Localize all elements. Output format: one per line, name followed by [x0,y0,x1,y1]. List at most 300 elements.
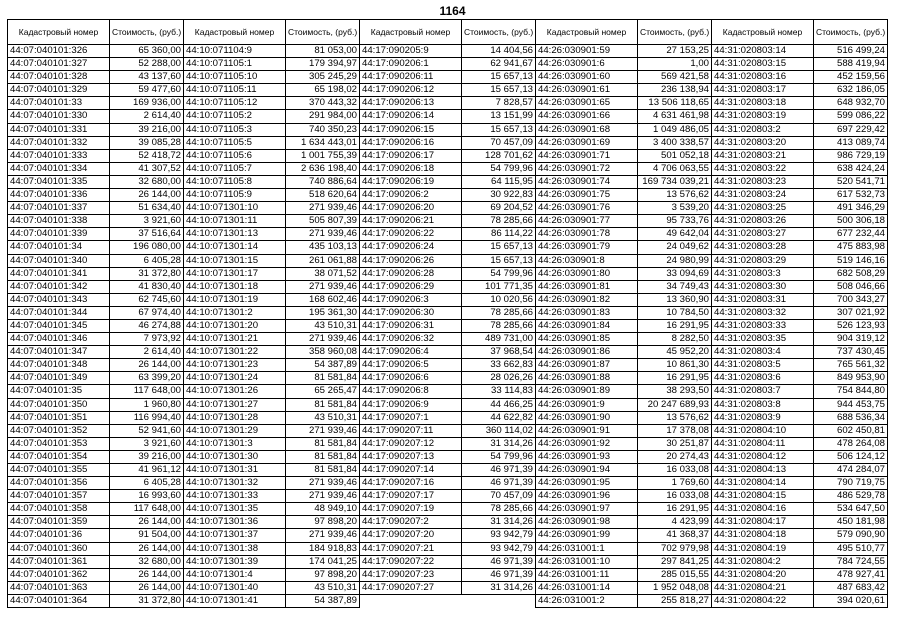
cadastral-number-cell: 44:26:030901:6 [536,58,638,71]
table-row [536,110,712,123]
cadastral-number-cell: 44:31:020804:15 [712,490,814,503]
cadastral-number-cell: 44:07:040101:335 [8,175,110,188]
cost-cell: 1 049 486,05 [638,123,712,136]
table-row [184,359,360,372]
cost-cell: 4 423,99 [638,516,712,529]
cost-cell: 41 307,52 [110,162,184,175]
cadastral-number-cell: 44:07:040101:332 [8,136,110,149]
cadastral-number-cell: 44:31:020803:21 [712,149,814,162]
cadastral-number-cell: 44:26:030901:89 [536,385,638,398]
cost-table-1 [7,19,184,608]
cost-cell: 579 090,90 [814,529,888,542]
cost-cell: 63 399,20 [110,372,184,385]
cost-cell: 13 576,62 [638,189,712,202]
cost-cell: 70 457,09 [462,136,536,149]
cadastral-number-cell: 44:31:020803:14 [712,45,814,58]
cadastral-number-cell: 44:26:030901:69 [536,136,638,149]
cadastral-number-cell: 44:31:020803:18 [712,97,814,110]
table-row [536,84,712,97]
cost-cell: 16 033,08 [638,464,712,477]
table-row [536,503,712,516]
cost-cell: 168 602,46 [286,293,360,306]
cost-cell: 169 936,00 [110,97,184,110]
table-row [184,464,360,477]
cadastral-number-cell: 44:10:071301:40 [184,581,286,594]
cost-cell: 450 181,98 [814,516,888,529]
table-row [360,319,536,332]
cost-cell: 37 516,64 [110,228,184,241]
cadastral-number-cell: 44:26:030901:68 [536,123,638,136]
table-row [712,398,888,411]
cadastral-number-cell: 44:17:090206:28 [360,267,462,280]
table-row [712,372,888,385]
cadastral-number-cell: 44:10:071301:4 [184,568,286,581]
header-cadastral-number: Кадастровый номер [360,20,462,45]
cost-cell: 31 314,26 [462,516,536,529]
cost-cell: 45 952,20 [638,346,712,359]
cadastral-number-cell: 44:31:020803:3 [712,267,814,280]
cadastral-number-cell: 44:31:020804:18 [712,529,814,542]
table-row [712,464,888,477]
cost-cell: 588 419,94 [814,58,888,71]
cost-cell: 46 971,39 [462,477,536,490]
cadastral-number-cell: 44:07:040101:334 [8,162,110,175]
cadastral-number-cell: 44:31:020804:13 [712,464,814,477]
cadastral-number-cell: 44:07:040101:338 [8,215,110,228]
cadastral-number-cell: 44:10:071105:3 [184,123,286,136]
cost-cell: 2 614,40 [110,110,184,123]
table-row [360,71,536,84]
cadastral-number-cell: 44:10:071301:15 [184,254,286,267]
cadastral-number-cell: 44:07:040101:347 [8,346,110,359]
table-row [184,45,360,58]
table-row [712,97,888,110]
cadastral-number-cell: 44:10:071105:11 [184,84,286,97]
table-row [8,45,184,58]
cost-cell: 394 020,61 [814,594,888,607]
table-row [8,110,184,123]
cost-cell: 70 457,09 [462,490,536,503]
table-row [8,333,184,346]
table-row [360,162,536,175]
table-row [184,437,360,450]
cost-cell: 52 941,60 [110,424,184,437]
table-row [184,306,360,319]
cost-cell: 271 939,46 [286,477,360,490]
cost-cell: 26 144,00 [110,581,184,594]
cost-cell: 15 657,13 [462,84,536,97]
cadastral-number-cell: 44:07:040101:344 [8,306,110,319]
cost-cell: 54 799,96 [462,267,536,280]
table-row [8,568,184,581]
cadastral-number-cell: 44:07:040101:348 [8,359,110,372]
cost-cell: 52 288,00 [110,58,184,71]
cost-cell: 505 807,39 [286,215,360,228]
cost-cell: 16 291,95 [638,319,712,332]
cadastral-number-cell: 44:31:020804:2 [712,555,814,568]
table-row [184,581,360,594]
cost-cell: 13 576,62 [638,411,712,424]
cost-cell: 491 346,29 [814,202,888,215]
cost-cell: 10 784,50 [638,306,712,319]
table-row [360,542,536,555]
cadastral-number-cell: 44:31:020803:5 [712,359,814,372]
cadastral-number-cell: 44:07:040101:34 [8,241,110,254]
cost-cell: 2 636 198,40 [286,162,360,175]
table-row [360,385,536,398]
cost-cell: 38 293,50 [638,385,712,398]
cadastral-number-cell: 44:07:040101:339 [8,228,110,241]
cost-cell: 16 291,95 [638,503,712,516]
cost-cell: 39 085,28 [110,136,184,149]
table-row [184,490,360,503]
cadastral-number-cell: 44:17:090206:12 [360,84,462,97]
cadastral-number-cell: 44:07:040101:340 [8,254,110,267]
cost-cell: 501 052,18 [638,149,712,162]
cost-cell: 3 921,60 [110,215,184,228]
cadastral-number-cell: 44:26:030901:65 [536,97,638,110]
cadastral-number-cell: 44:31:020804:17 [712,516,814,529]
cadastral-number-cell: 44:31:020803:29 [712,254,814,267]
cadastral-number-cell: 44:26:031001:11 [536,568,638,581]
cost-cell: 37 968,54 [462,346,536,359]
cadastral-number-cell: 44:17:090207:21 [360,542,462,555]
cost-cell: 44 466,25 [462,398,536,411]
header-cadastral-number: Кадастровый номер [536,20,638,45]
cost-cell: 297 841,25 [638,555,712,568]
cadastral-number-cell: 44:26:030901:9 [536,398,638,411]
table-row [184,529,360,542]
cadastral-number-cell: 44:07:040101:356 [8,477,110,490]
cost-cell: 46 274,88 [110,319,184,332]
cadastral-number-cell: 44:26:030901:77 [536,215,638,228]
table-row [184,241,360,254]
table-row [536,136,712,149]
cadastral-number-cell: 44:31:020804:11 [712,437,814,450]
cost-cell: 271 939,46 [286,280,360,293]
cadastral-number-cell: 44:26:030901:72 [536,162,638,175]
table-row [536,280,712,293]
cost-cell: 78 285,66 [462,215,536,228]
cadastral-number-cell: 44:17:090206:22 [360,228,462,241]
cost-cell: 632 186,05 [814,84,888,97]
table-row [184,516,360,529]
cadastral-number-cell: 44:10:071301:29 [184,424,286,437]
table-row [360,581,536,594]
cadastral-number-cell: 44:31:020803:27 [712,228,814,241]
table-row [184,84,360,97]
cadastral-number-cell: 44:17:090206:24 [360,241,462,254]
cost-cell: 78 285,66 [462,319,536,332]
cost-cell: 179 394,97 [286,58,360,71]
cost-cell: 697 229,42 [814,123,888,136]
table-row [8,280,184,293]
cadastral-number-cell: 44:17:090207:11 [360,424,462,437]
cost-cell: 291 984,00 [286,110,360,123]
cost-cell: 740 886,64 [286,175,360,188]
cost-cell: 3 921,60 [110,437,184,450]
cost-cell: 28 026,26 [462,372,536,385]
table-row [360,58,536,71]
cadastral-number-cell: 44:07:040101:337 [8,202,110,215]
table-row [184,97,360,110]
cost-cell: 495 510,77 [814,542,888,555]
cost-cell: 128 701,62 [462,149,536,162]
cost-cell: 14 404,56 [462,45,536,58]
table-row [360,529,536,542]
table-row [536,359,712,372]
cadastral-number-cell: 44:31:020804:16 [712,503,814,516]
table-row [536,215,712,228]
table-row [536,581,712,594]
table-row [712,267,888,280]
cost-cell: 16 291,95 [638,372,712,385]
cadastral-number-cell: 44:10:071105:8 [184,175,286,188]
cadastral-number-cell: 44:07:040101:352 [8,424,110,437]
cost-cell: 1,00 [638,58,712,71]
cost-cell: 518 620,64 [286,189,360,202]
table-row [184,319,360,332]
table-row [360,110,536,123]
cost-cell: 478 264,08 [814,437,888,450]
table-row [8,385,184,398]
cadastral-number-cell: 44:07:040101:329 [8,84,110,97]
table-row [360,241,536,254]
table-row [8,136,184,149]
cost-cell: 46 971,39 [462,464,536,477]
cost-cell: 3 539,20 [638,202,712,215]
table-row [712,215,888,228]
table-row [8,594,184,607]
cadastral-number-cell: 44:26:030901:74 [536,175,638,188]
cadastral-number-cell: 44:17:090206:17 [360,149,462,162]
table-row [536,594,712,607]
cost-cell: 682 508,29 [814,267,888,280]
table-row [360,372,536,385]
table-row [8,437,184,450]
table-row [184,202,360,215]
table-row [712,568,888,581]
cost-cell: 78 285,66 [462,306,536,319]
table-row [536,464,712,477]
cost-cell: 81 581,84 [286,464,360,477]
table-row [536,346,712,359]
table-row [712,136,888,149]
cost-cell: 65 265,47 [286,385,360,398]
cost-cell: 13 151,99 [462,110,536,123]
cost-cell: 26 144,00 [110,189,184,202]
table-row [536,516,712,529]
cost-cell: 32 680,00 [110,175,184,188]
table-row [184,123,360,136]
table-row [8,490,184,503]
cadastral-number-cell: 44:17:090207:23 [360,568,462,581]
table-row [184,254,360,267]
table-row [184,162,360,175]
cadastral-number-cell: 44:10:071301:22 [184,346,286,359]
table-row [712,333,888,346]
cadastral-number-cell: 44:26:030901:61 [536,84,638,97]
cost-cell: 15 657,13 [462,254,536,267]
header-cadastral-number: Кадастровый номер [184,20,286,45]
cadastral-number-cell: 44:26:030901:80 [536,267,638,280]
table-row [360,215,536,228]
table-row [360,228,536,241]
table-row [8,477,184,490]
cost-cell: 81 053,00 [286,45,360,58]
cost-cell: 174 041,25 [286,555,360,568]
table-row [536,555,712,568]
table-row [536,254,712,267]
table-row [184,555,360,568]
cost-cell: 43 137,60 [110,71,184,84]
cost-cell: 904 319,12 [814,333,888,346]
cost-cell: 20 247 689,93 [638,398,712,411]
cadastral-number-cell: 44:10:071301:39 [184,555,286,568]
cadastral-number-cell: 44:31:020803:4 [712,346,814,359]
cost-cell: 617 532,73 [814,189,888,202]
table-row [536,385,712,398]
cadastral-number-cell: 44:26:030901:81 [536,280,638,293]
table-row [712,359,888,372]
header-cost: Стоимость, (руб.) [286,20,360,45]
cost-cell: 54 799,96 [462,450,536,463]
cadastral-number-cell: 44:10:071301:38 [184,542,286,555]
table-row [536,293,712,306]
cost-cell: 677 232,44 [814,228,888,241]
cadastral-number-cell: 44:17:090207:27 [360,581,462,594]
table-row [184,293,360,306]
cost-cell: 54 387,89 [286,359,360,372]
cost-cell: 15 657,13 [462,123,536,136]
table-row [712,123,888,136]
cost-cell: 944 453,75 [814,398,888,411]
cadastral-number-cell: 44:17:090206:20 [360,202,462,215]
table-row [712,306,888,319]
table-row [8,84,184,97]
cost-cell: 285 015,55 [638,568,712,581]
cadastral-number-cell: 44:17:090207:22 [360,555,462,568]
table-row [360,555,536,568]
cadastral-number-cell: 44:17:090207:2 [360,516,462,529]
table-row [8,175,184,188]
table-row [536,228,712,241]
table-row [712,424,888,437]
cadastral-number-cell: 44:10:071301:3 [184,437,286,450]
table-row [360,411,536,424]
cost-cell: 17 378,08 [638,424,712,437]
table-row [360,477,536,490]
table-row [360,123,536,136]
cost-cell: 500 306,18 [814,215,888,228]
table-row [536,424,712,437]
cost-table-5 [711,19,888,608]
cost-cell: 534 647,50 [814,503,888,516]
cost-cell: 86 114,22 [462,228,536,241]
cadastral-number-cell: 44:10:071301:23 [184,359,286,372]
table-row [536,306,712,319]
cost-cell: 24 980,99 [638,254,712,267]
cost-cell: 526 123,93 [814,319,888,332]
table-row [8,293,184,306]
table-row [8,97,184,110]
table-row [712,45,888,58]
header-cadastral-number: Кадастровый номер [8,20,110,45]
cadastral-number-cell: 44:26:030901:76 [536,202,638,215]
cost-cell: 271 939,46 [286,529,360,542]
table-row [536,189,712,202]
cost-cell: 69 204,52 [462,202,536,215]
cost-table-3 [359,19,536,595]
cost-cell: 26 144,00 [110,359,184,372]
cost-cell: 54 387,89 [286,594,360,607]
cost-cell: 33 114,83 [462,385,536,398]
cost-cell: 67 974,40 [110,306,184,319]
cadastral-number-cell: 44:17:090206:4 [360,346,462,359]
table-row [184,58,360,71]
cadastral-number-cell: 44:26:030901:87 [536,359,638,372]
cost-cell: 435 103,13 [286,241,360,254]
cadastral-number-cell: 44:17:090206:21 [360,215,462,228]
cadastral-number-cell: 44:10:071301:27 [184,398,286,411]
cost-cell: 236 138,94 [638,84,712,97]
cadastral-number-cell: 44:17:090206:6 [360,372,462,385]
cadastral-number-cell: 44:31:020803:31 [712,293,814,306]
table-row [184,149,360,162]
cadastral-number-cell: 44:26:030901:60 [536,71,638,84]
table-row [712,581,888,594]
table-row [712,110,888,123]
cadastral-number-cell: 44:07:040101:331 [8,123,110,136]
cost-cell: 31 314,26 [462,437,536,450]
table-row [536,568,712,581]
table-row [536,333,712,346]
table-row [712,437,888,450]
table-row [712,84,888,97]
table-row [184,333,360,346]
table-row [184,189,360,202]
cost-cell: 91 504,00 [110,529,184,542]
cost-cell: 1 960,80 [110,398,184,411]
cadastral-number-cell: 44:10:071105:5 [184,136,286,149]
cost-cell: 39 216,00 [110,123,184,136]
table-row [8,424,184,437]
table-row [360,254,536,267]
cadastral-number-cell: 44:26:030901:98 [536,516,638,529]
table-row [184,424,360,437]
table-row [536,202,712,215]
cadastral-number-cell: 44:17:090206:13 [360,97,462,110]
table-row [712,175,888,188]
cadastral-number-cell: 44:26:030901:66 [536,110,638,123]
cost-cell: 31 372,80 [110,267,184,280]
cost-cell: 81 581,84 [286,372,360,385]
table-row [360,280,536,293]
table-row [8,267,184,280]
table-row [712,202,888,215]
cost-cell: 986 729,19 [814,149,888,162]
table-row [712,503,888,516]
table-row [8,58,184,71]
cadastral-number-cell: 44:17:090207:1 [360,411,462,424]
table-row [8,162,184,175]
table-row [712,162,888,175]
cost-cell: 15 657,13 [462,241,536,254]
cost-cell: 648 932,70 [814,97,888,110]
cost-cell: 486 529,78 [814,490,888,503]
cost-cell: 27 153,25 [638,45,712,58]
table-row [712,542,888,555]
